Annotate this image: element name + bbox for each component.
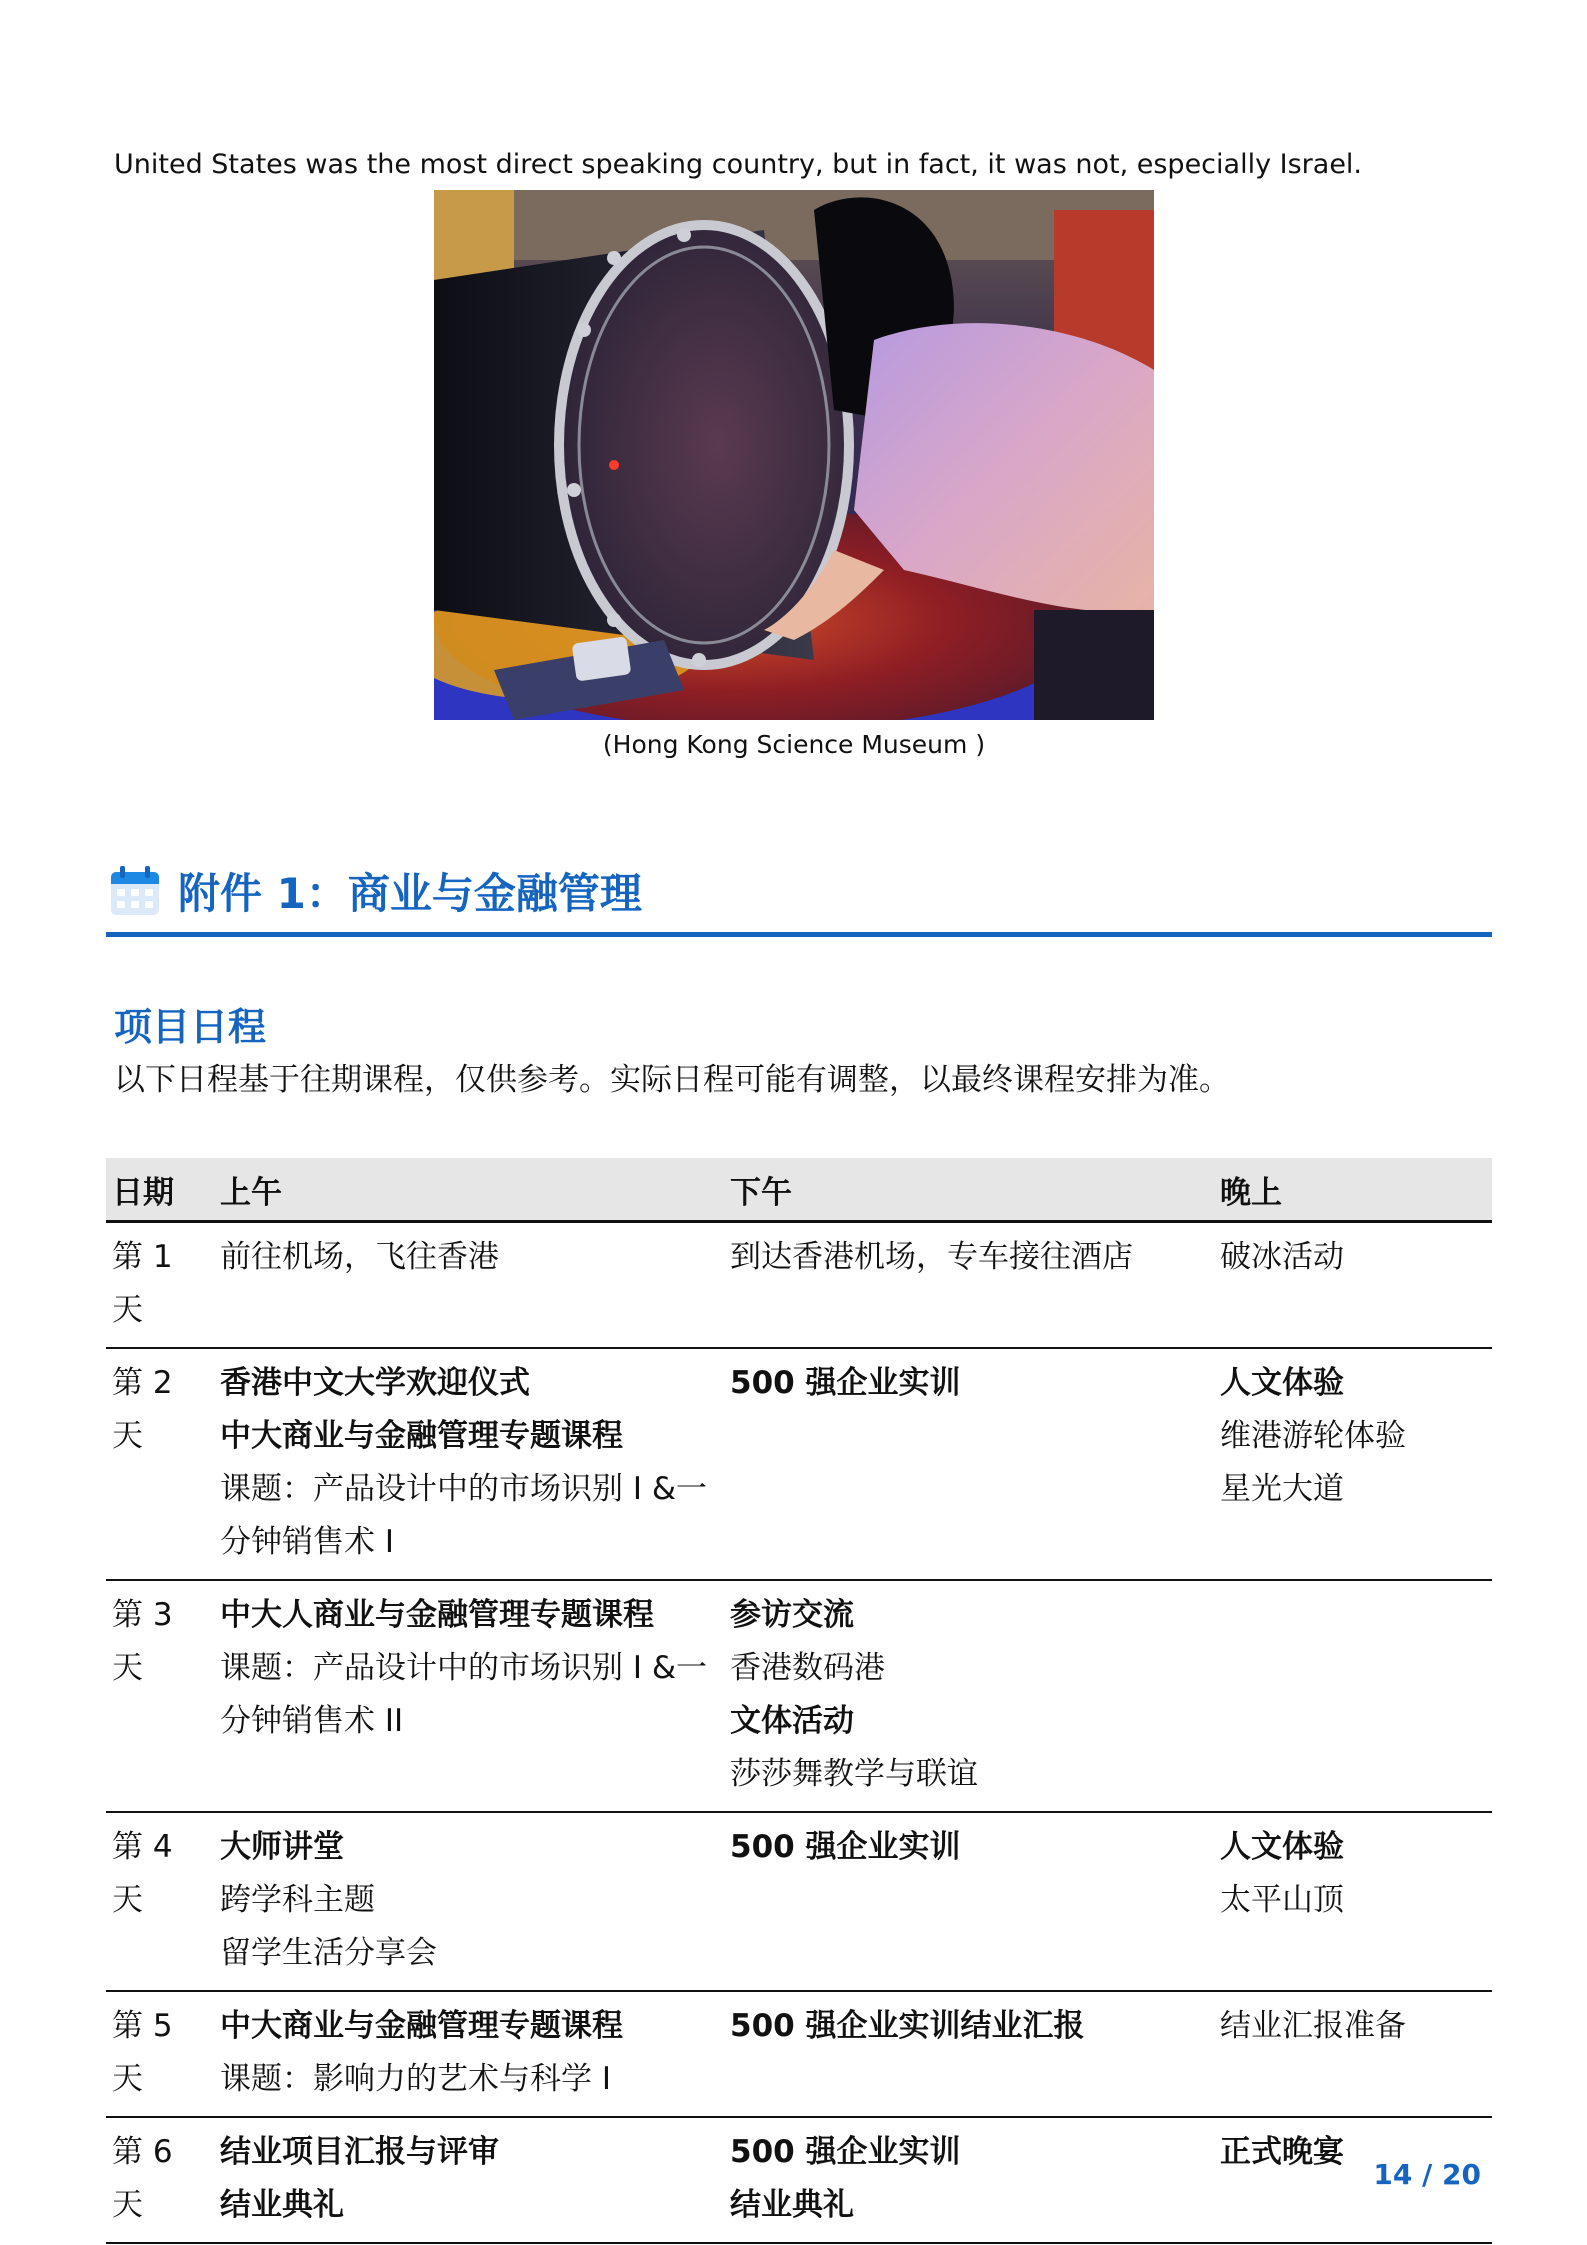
day-cell: 第 4 天 [106,1812,214,1991]
activity-line: 莎莎舞教学与联谊 [730,1756,978,1792]
activity-line: 中大人商业与金融管理专题课程 [220,1597,654,1633]
activity-line: 破冰活动 [1220,1239,1344,1275]
afternoon-cell [724,1222,1214,1349]
activity-line: 到达香港机场，专车接往酒店 [730,1239,1133,1275]
activity-line: 500 强企业实训 [730,2134,961,2170]
museum-photo [434,190,1154,720]
evening-cell [1214,1348,1492,1580]
schedule-heading: 项目日程 [114,1005,267,1049]
schedule-note: 以下日程基于往期课程，仅供参考。实际日程可能有调整，以最终课程安排为准。 [114,1062,1230,1098]
activity-line: 香港数码港 [730,1650,885,1686]
activity-line: 中大商业与金融管理专题课程 [220,1418,623,1454]
evening-cell [1214,1812,1492,1991]
morning-cell [214,1348,724,1580]
table-row [106,2117,1492,2243]
activity-line: 星光大道 [1220,1471,1344,1507]
evening-cell [1214,1222,1492,1349]
activity-line: 结业项目汇报与评审 [220,2134,499,2170]
afternoon-cell [724,1580,1214,1812]
table-row [106,1580,1492,1812]
morning-cell [214,1812,724,1991]
activity-line: 500 强企业实训 [730,1829,961,1865]
activity-line: 结业典礼 [220,2187,344,2223]
activity-line: 前往机场，飞往香港 [220,1239,499,1275]
table-row [106,1222,1492,1349]
activity-line: 分钟销售术 I [220,1524,394,1560]
activity-line: 香港中文大学欢迎仪式 [220,1365,530,1401]
activity-line: 课题：影响力的艺术与科学 I [220,2061,611,2097]
evening-cell [1214,1991,1492,2117]
schedule-body [106,1222,1492,2244]
table-row [106,1812,1492,1991]
activity-line: 文体活动 [730,1703,854,1739]
table-row [106,1348,1492,1580]
activity-line: 课题：产品设计中的市场识别 I &一 [220,1650,708,1686]
intro-paragraph: United States was the most direct speaking country, but in fact, it was not, especially Israel. [114,149,1363,180]
activity-line: 太平山顶 [1220,1882,1344,1918]
activity-line: 大师讲堂 [220,1829,344,1865]
activity-line: 人文体验 [1220,1365,1344,1401]
table-row [106,1991,1492,2117]
afternoon-cell [724,1991,1214,2117]
calendar-icon [108,864,162,918]
activity-line: 结业典礼 [730,2187,854,2223]
activity-line: 500 强企业实训 [730,1365,961,1401]
column-header: 下午 [724,1158,1214,1222]
afternoon-cell [724,1812,1214,1991]
day-cell: 第 1 天 [106,1222,214,1349]
page-number: 14 / 20 [1373,2158,1481,2191]
morning-cell [214,1991,724,2117]
morning-cell [214,2117,724,2243]
day-cell: 第 2 天 [106,1348,214,1580]
afternoon-cell [724,2117,1214,2243]
activity-line: 正式晚宴 [1220,2134,1344,2170]
activity-line: 结业汇报准备 [1220,2008,1406,2044]
activity-line: 参访交流 [730,1597,854,1633]
evening-cell [1214,1580,1492,1812]
column-header: 上午 [214,1158,724,1222]
day-cell: 第 6 天 [106,2117,214,2243]
activity-line: 500 强企业实训结业汇报 [730,2008,1085,2044]
activity-line: 维港游轮体验 [1220,1418,1406,1454]
day-cell: 第 5 天 [106,1991,214,2117]
section-title: 附件 1：商业与金融管理 [178,869,642,918]
activity-line: 留学生活分享会 [220,1935,437,1971]
day-cell: 第 3 天 [106,1580,214,1812]
column-header: 晚上 [1214,1158,1492,1222]
activity-line: 课题：产品设计中的市场识别 I &一 [220,1471,708,1507]
activity-line: 跨学科主题 [220,1882,375,1918]
activity-line: 分钟销售术 II [220,1703,404,1739]
afternoon-cell [724,1348,1214,1580]
table-header-row [106,1158,1492,1222]
section-divider [106,932,1492,937]
photo-caption: (Hong Kong Science Museum ) [602,730,986,759]
activity-line: 人文体验 [1220,1829,1344,1865]
morning-cell [214,1222,724,1349]
activity-line: 中大商业与金融管理专题课程 [220,2008,623,2044]
morning-cell [214,1580,724,1812]
section-header [108,858,642,924]
schedule-table [106,1158,1492,2244]
column-header: 日期 [106,1158,214,1222]
